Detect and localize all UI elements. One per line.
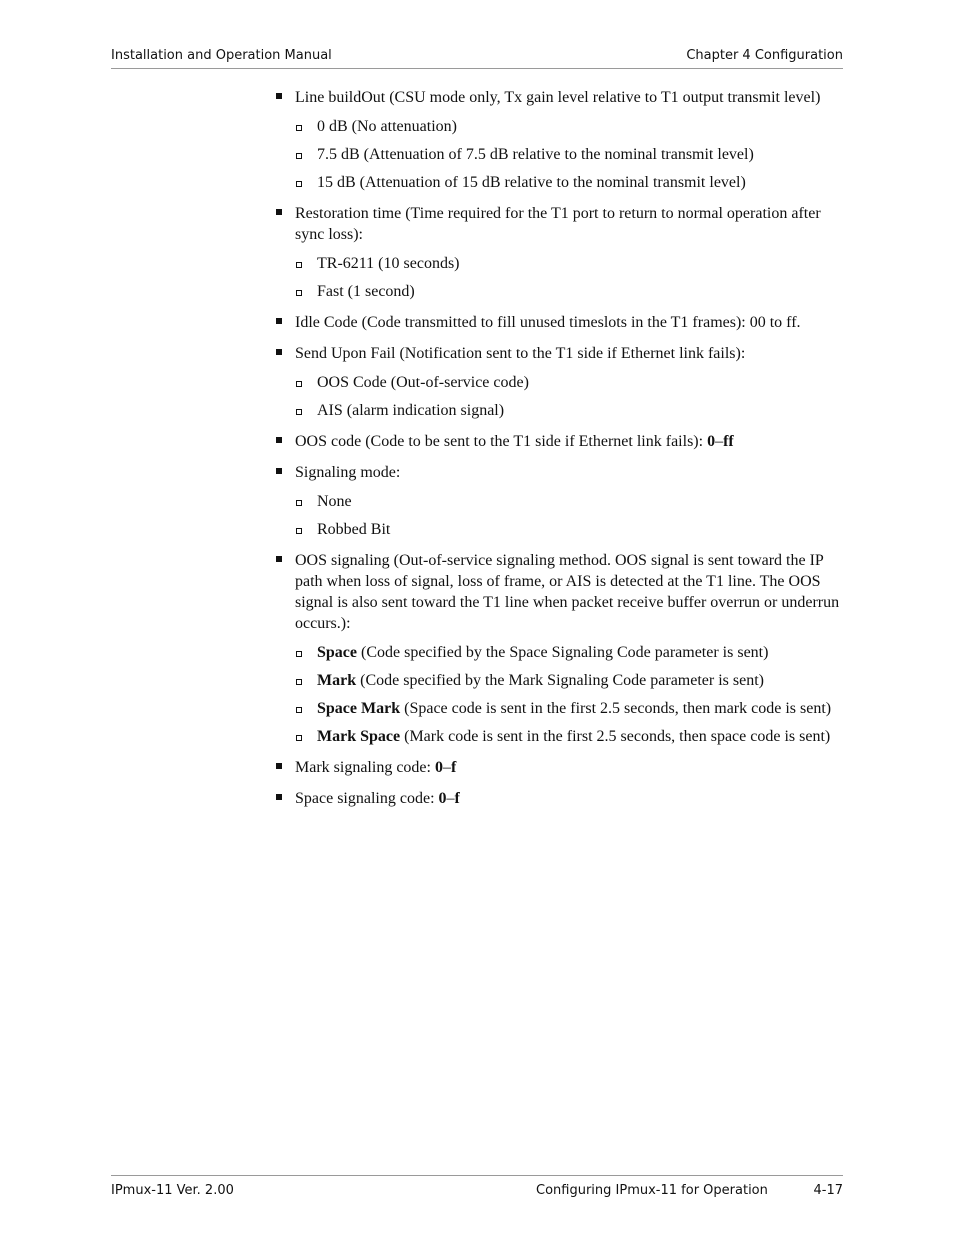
range-dash: – — [446, 790, 455, 807]
range-end: f — [454, 790, 460, 807]
range-start: 0 — [434, 759, 443, 776]
sub-item-term: Mark Space — [317, 728, 401, 745]
sub-list — [317, 253, 840, 302]
list-item-line-buildout — [295, 87, 840, 193]
footer-product-version: IPmux-11 Ver. 2.00 — [111, 1183, 234, 1198]
header-manual-title: Installation and Operation Manual — [111, 48, 332, 63]
list-item-text: OOS signaling (Out-of-service signaling method. OOS signal is sent toward the IP path when loss of signal, loss of frame, or AIS is detected at the T1 line. The OOS signal is also sent toward the T1 line when packet receive buffer overrun or underrun occurs.): — [295, 552, 840, 632]
bullet-icon — [276, 209, 282, 215]
list-item-mark-signaling-code — [295, 757, 840, 778]
bullet-icon — [276, 763, 282, 769]
sub-item-text: (Mark code is sent in the first 2.5 seconds, then space code is sent) — [400, 728, 831, 745]
hollow-square-bullet-icon — [296, 651, 302, 657]
sub-list-item — [317, 670, 840, 691]
range-dash: – — [715, 433, 724, 450]
hollow-square-bullet-icon — [296, 290, 302, 296]
sub-item-term: Space Mark — [317, 700, 401, 717]
bullet-icon — [276, 437, 282, 443]
sub-list-item — [317, 726, 840, 747]
sub-item-term: Space — [317, 644, 357, 661]
list-item-text: Line buildOut (CSU mode only, Tx gain level relative to T1 output transmit level) — [295, 89, 821, 106]
hollow-square-bullet-icon — [296, 262, 302, 268]
hollow-square-bullet-icon — [296, 679, 302, 685]
range-start: 0 — [438, 790, 447, 807]
header-chapter: Chapter 4 Configuration — [686, 48, 843, 63]
list-item-text: Mark signaling code: — [295, 759, 435, 776]
sub-item-text: None — [317, 493, 352, 510]
sub-item-text: (Code specified by the Space Signaling Code parameter is sent) — [357, 644, 769, 661]
list-item-restoration-time — [295, 203, 840, 302]
sub-list-item — [317, 491, 840, 512]
bullet-icon — [276, 468, 282, 474]
list-item-text: Space signaling code: — [295, 790, 439, 807]
hollow-square-bullet-icon — [296, 500, 302, 506]
sub-list-item — [317, 372, 840, 393]
sub-item-text: 7.5 dB (Attenuation of 7.5 dB relative to the nominal transmit level) — [317, 146, 754, 163]
sub-list-item — [317, 400, 840, 421]
hollow-square-bullet-icon — [296, 153, 302, 159]
list-item-idle-code — [295, 312, 805, 333]
sub-item-term: Mark — [317, 672, 357, 689]
range-end: ff — [723, 433, 734, 450]
sub-item-text: Fast (1 second) — [317, 283, 415, 300]
bullet-icon — [276, 794, 282, 800]
list-item-oos-code — [295, 431, 840, 452]
list-item-space-signaling-code — [295, 788, 840, 809]
range-start: 0 — [707, 433, 716, 450]
list-item-text: Idle Code (Code transmitted to fill unused timeslots in the T1 frames): 00 to ff. — [295, 314, 801, 331]
page-header — [111, 48, 843, 69]
sub-item-text: TR-6211 (10 seconds) — [317, 255, 460, 272]
hollow-square-bullet-icon — [296, 735, 302, 741]
list-item-text: Signaling mode: — [295, 464, 401, 481]
sub-item-text: 15 dB (Attenuation of 15 dB relative to the nominal transmit level) — [317, 174, 746, 191]
document-body — [295, 87, 840, 819]
list-item-text: OOS code (Code to be sent to the T1 side if Ethernet link fails): — [295, 433, 708, 450]
footer-page-number: 4-17 — [813, 1183, 843, 1198]
sub-item-text: (Space code is sent in the first 2.5 seconds, then mark code is sent) — [400, 700, 832, 717]
sub-list — [317, 372, 840, 421]
hollow-square-bullet-icon — [296, 707, 302, 713]
sub-list-item — [317, 253, 840, 274]
range-end: f — [450, 759, 457, 776]
hollow-square-bullet-icon — [296, 528, 302, 534]
page-footer — [111, 1175, 843, 1203]
list-item-text: Restoration time (Time required for the T1 port to return to normal operation after sync loss): — [295, 205, 821, 243]
sub-item-text: (Code specified by the Mark Signaling Code parameter is sent) — [356, 672, 764, 689]
sub-list-item — [317, 642, 840, 663]
sub-list-item — [317, 144, 840, 165]
sub-list — [317, 116, 840, 193]
list-item-text: Send Upon Fail (Notification sent to the T1 side if Ethernet link fails): — [295, 345, 746, 362]
hollow-square-bullet-icon — [296, 125, 302, 131]
list-item-oos-signaling — [295, 550, 840, 747]
list-item-send-upon-fail — [295, 343, 840, 421]
footer-section-title: Configuring IPmux-11 for Operation — [536, 1183, 768, 1198]
sub-list-item — [317, 116, 840, 137]
hollow-square-bullet-icon — [296, 381, 302, 387]
sub-list-item — [317, 172, 840, 193]
parameter-list — [295, 87, 840, 809]
hollow-square-bullet-icon — [296, 409, 302, 415]
bullet-icon — [276, 93, 282, 99]
sub-list — [317, 642, 840, 747]
hollow-square-bullet-icon — [296, 181, 302, 187]
sub-item-text: AIS (alarm indication signal) — [317, 402, 505, 419]
sub-list-item — [317, 519, 840, 540]
sub-list-item — [317, 281, 840, 302]
sub-item-text: OOS Code (Out-of-service code) — [317, 374, 529, 391]
bullet-icon — [276, 556, 282, 562]
sub-list — [317, 491, 840, 540]
sub-item-text: 0 dB (No attenuation) — [317, 118, 457, 135]
list-item-signaling-mode — [295, 462, 840, 540]
bullet-icon — [276, 349, 282, 355]
bullet-icon — [276, 318, 282, 324]
range-dash: – — [442, 759, 451, 776]
sub-list-item — [317, 698, 840, 719]
sub-item-text: Robbed Bit — [317, 521, 391, 538]
